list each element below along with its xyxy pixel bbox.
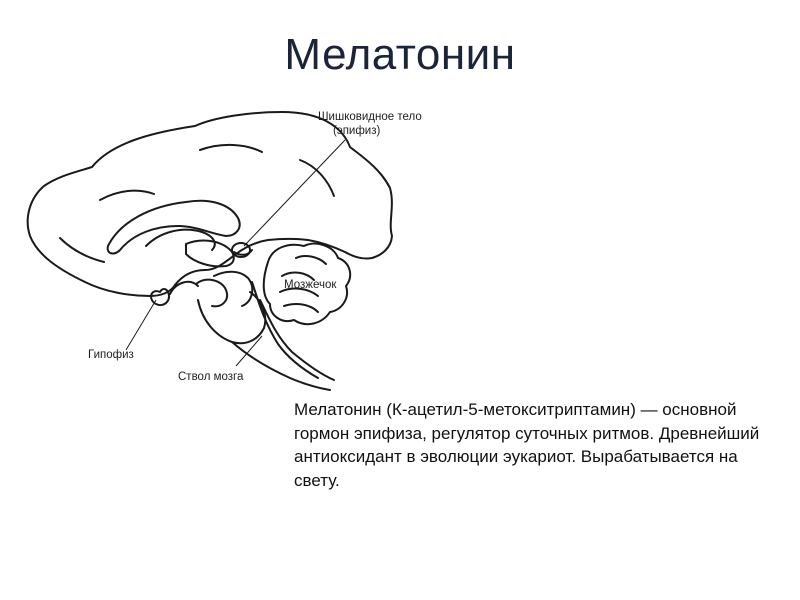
pituitary-leader-line	[126, 300, 156, 350]
cerebellum-label: Мозжечок	[284, 279, 337, 291]
cerebrum-outline	[28, 112, 392, 296]
brainstem-label: Ствол мозга	[178, 371, 244, 383]
pituitary-label: Гипофиз	[88, 349, 134, 361]
pons	[198, 292, 265, 343]
pineal-leader-line	[244, 140, 345, 246]
pituitary-gland	[151, 289, 169, 305]
corpus-callosum	[108, 201, 240, 254]
midbrain	[214, 272, 252, 306]
caption-text: Мелатонин (К-ацетил-5-метокситриптамин) — основной гормон эпифиза, регулятор суточных ритмов. Древнейший антиоксидант в эволюции эукариот. Вырабатывается на свету.	[294, 400, 760, 490]
pineal-label-line2: (эпифиз)	[333, 125, 381, 137]
pineal-label-line1: Шишковидное тело	[318, 111, 422, 123]
thalamus	[186, 241, 234, 267]
slide-title: Мелатонин	[284, 30, 516, 79]
